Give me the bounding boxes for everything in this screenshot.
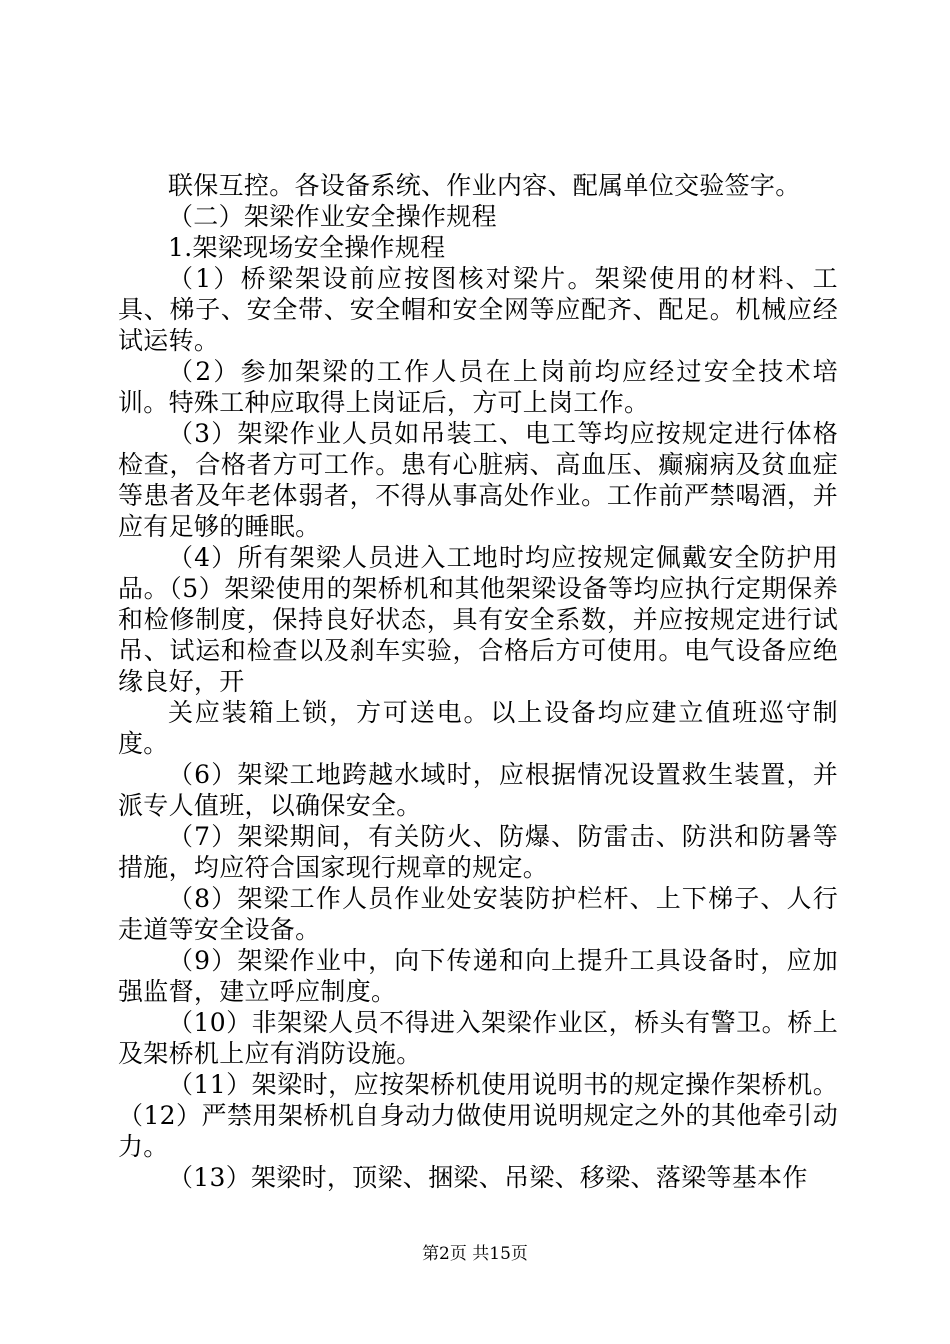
section-heading: （二）架梁作业安全操作规程 [168,202,497,231]
paragraph-item-4-5: （4）所有架梁人员进入工地时均应按规定佩戴安全防护用品。（5）架梁使用的架桥机和其他架梁设备等均应执行定期保养和检修制度，保持良好状态，具有安全系数，并应按规定进行试吊、试运和检查以及刹车实验，合格后方可使用。电气设备应绝缘良好，开 [118,543,838,696]
paragraph-item-6: （6）架梁工地跨越水域时，应根据情况设置救生装置，并派专人值班，以确保安全。 [118,760,838,820]
page-number-footer: 第2页 共15页 [422,1244,528,1264]
paragraph-item-2: （2）参加架梁的工作人员在上岗前均应经过安全技术培训。特殊工种应取得上岗证后，方可上岗工作。 [118,357,838,417]
paragraph-item-9: （9）架梁作业中，向下传递和向上提升工具设备时，应加强监督，建立呼应制度。 [118,946,838,1006]
paragraph-item-3: （3）架梁作业人员如吊装工、电工等均应按规定进行体格检查，合格者方可工作。患有心脏病、高血压、癫痫病及贫血症等患者及年老体弱者，不得从事高处作业。工作前严禁喝酒，并应有足够的睡眠。 [118,419,838,541]
paragraph-item-5-continued: 关应装箱上锁，方可送电。以上设备均应建立值班巡守制度。 [118,698,838,758]
paragraph-item-13: （13）架梁时，顶梁、捆梁、吊梁、移梁、落梁等基本作 [168,1163,808,1192]
paragraph-continued: 联保互控。各设备系统、作业内容、配属单位交验签字。 [168,171,801,200]
paragraph-item-1: （1）桥梁架设前应按图核对梁片。架梁使用的材料、工具、梯子、安全带、安全帽和安全网等应配齐、配足。机械应经试运转。 [118,264,838,355]
paragraph-item-10: （10）非架梁人员不得进入架梁作业区，桥头有警卫。桥上及架桥机上应有消防设施。 [118,1008,838,1068]
document-body [118,170,838,1193]
paragraph-item-8: （8）架梁工作人员作业处安装防护栏杆、上下梯子、人行走道等安全设备。 [118,884,838,944]
paragraph-item-7: （7）架梁期间，有关防火、防爆、防雷击、防洪和防暑等措施，均应符合国家现行规章的规定。 [118,822,838,882]
paragraph-item-11-12: （11）架梁时，应按架桥机使用说明书的规定操作架桥机。（12）严禁用架桥机自身动力做使用说明规定之外的其他牵引动力。 [118,1070,838,1161]
subsection-heading: 1.架梁现场安全操作规程 [168,233,446,262]
